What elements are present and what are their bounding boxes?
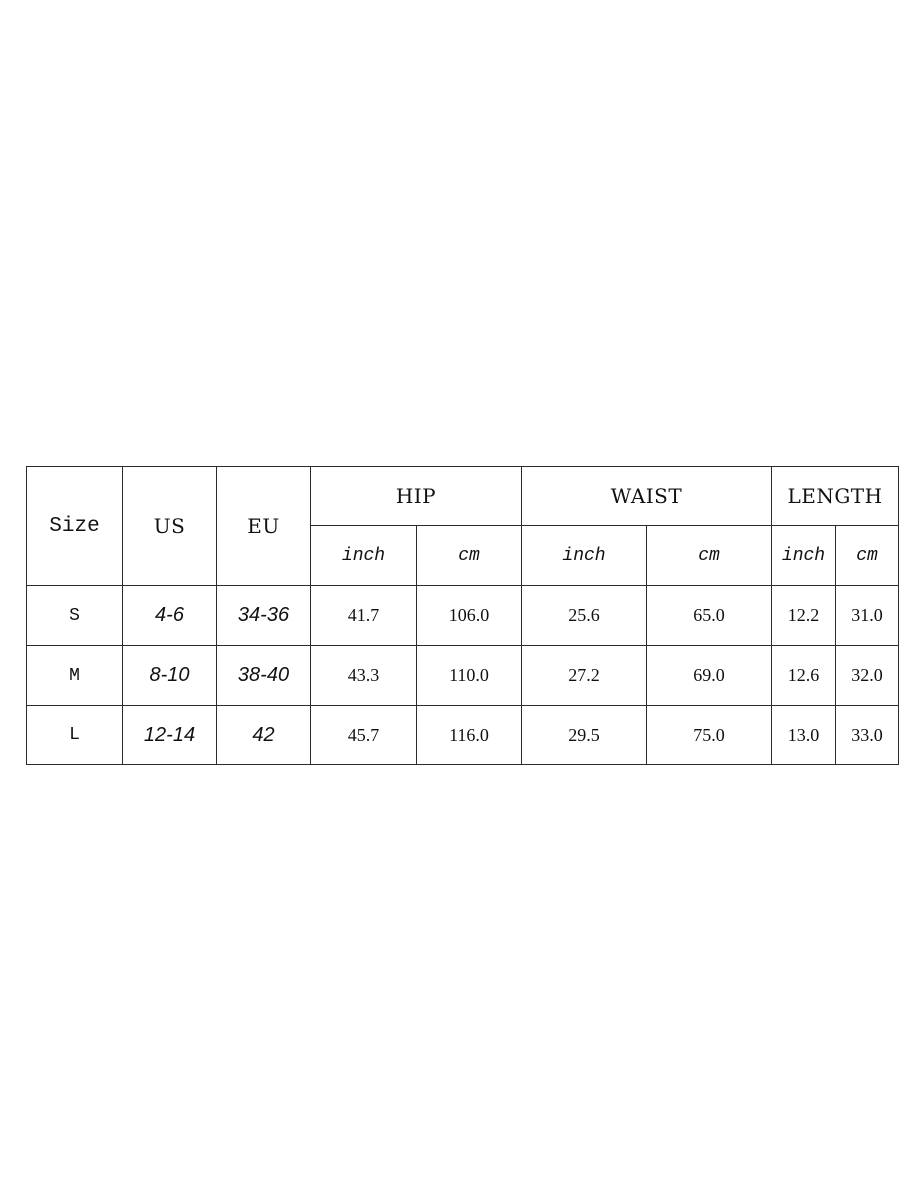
eu-cell: 34-36 <box>217 586 311 646</box>
size-cell: L <box>27 706 123 765</box>
length-inch-cell: 12.6 <box>772 646 836 706</box>
us-cell: 4-6 <box>123 586 217 646</box>
length-inch-cell: 12.2 <box>772 586 836 646</box>
size-cell: S <box>27 586 123 646</box>
waist-cm-cell: 75.0 <box>647 706 772 765</box>
length-cm-cell: 32.0 <box>836 646 899 706</box>
hip-cm-cell: 116.0 <box>417 706 522 765</box>
size-header: Size <box>27 467 123 586</box>
hip-cm-unit: cm <box>417 526 522 586</box>
length-cm-cell: 31.0 <box>836 586 899 646</box>
waist-inch-cell: 29.5 <box>522 706 647 765</box>
eu-cell: 42 <box>217 706 311 765</box>
length-cm-unit: cm <box>836 526 899 586</box>
size-chart-table <box>26 466 899 765</box>
waist-inch-cell: 27.2 <box>522 646 647 706</box>
us-cell: 8-10 <box>123 646 217 706</box>
us-cell: 12-14 <box>123 706 217 765</box>
length-cm-cell: 33.0 <box>836 706 899 765</box>
waist-cm-cell: 69.0 <box>647 646 772 706</box>
length-inch-cell: 13.0 <box>772 706 836 765</box>
hip-header: HIP <box>311 467 522 526</box>
waist-cm-cell: 65.0 <box>647 586 772 646</box>
waist-inch-cell: 25.6 <box>522 586 647 646</box>
eu-header: EU <box>217 467 311 586</box>
hip-inch-cell: 45.7 <box>311 706 417 765</box>
hip-cm-cell: 110.0 <box>417 646 522 706</box>
size-cell: M <box>27 646 123 706</box>
hip-inch-unit: inch <box>311 526 417 586</box>
us-header: US <box>123 467 217 586</box>
table-row <box>27 706 899 765</box>
table-row <box>27 586 899 646</box>
length-inch-unit: inch <box>772 526 836 586</box>
waist-cm-unit: cm <box>647 526 772 586</box>
length-header: LENGTH <box>772 467 899 526</box>
waist-inch-unit: inch <box>522 526 647 586</box>
table-row <box>27 646 899 706</box>
header-row <box>27 467 899 526</box>
eu-cell: 38-40 <box>217 646 311 706</box>
hip-inch-cell: 41.7 <box>311 586 417 646</box>
hip-cm-cell: 106.0 <box>417 586 522 646</box>
hip-inch-cell: 43.3 <box>311 646 417 706</box>
waist-header: WAIST <box>522 467 772 526</box>
